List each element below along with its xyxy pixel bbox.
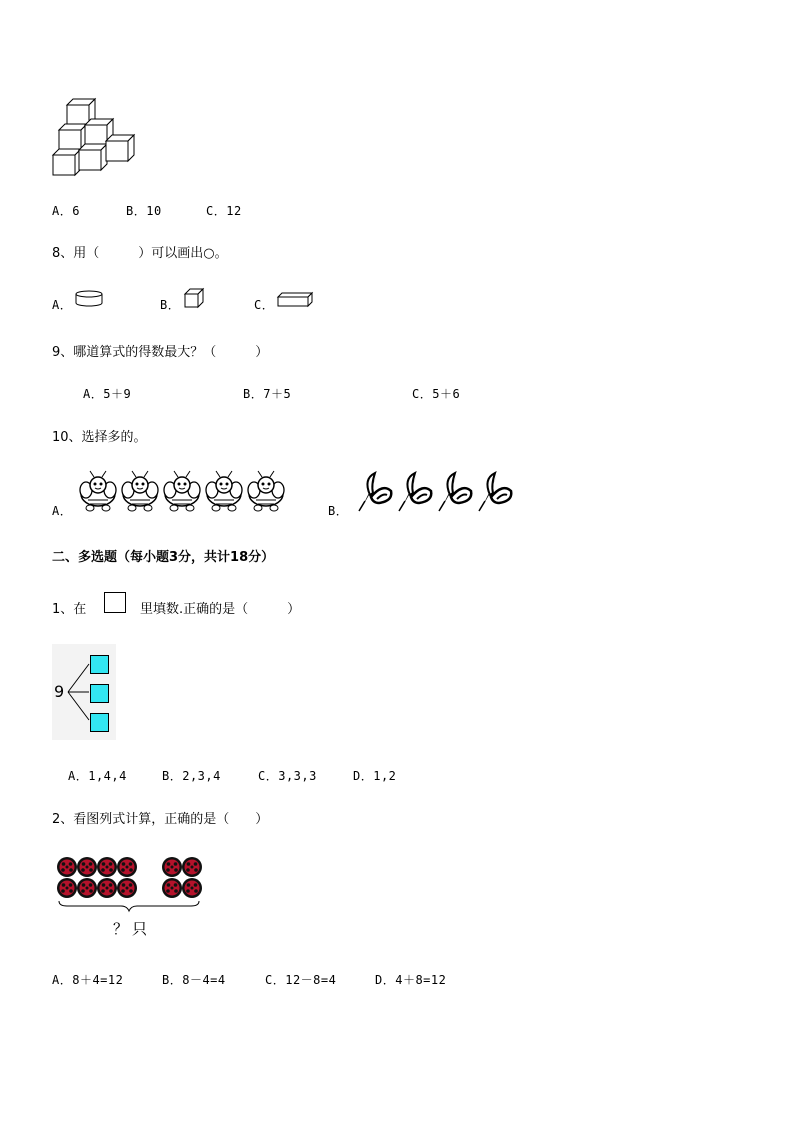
q7-option-a[interactable]: A．6 — [52, 204, 80, 218]
section-2-heading: 二、多选题（每小题3分，共计18分） — [52, 550, 275, 565]
answer-box-1[interactable] — [90, 655, 109, 674]
m2-option-b[interactable]: B．8－4=4 — [162, 973, 226, 987]
m1-option-b[interactable]: B．2,3,4 — [162, 769, 221, 783]
q10-option-a[interactable]: A． — [52, 504, 73, 518]
m2-caption: ？只 — [113, 920, 152, 938]
cube-stack-figure — [50, 92, 140, 182]
q7-option-b[interactable]: B．10 — [126, 204, 162, 218]
m2-option-d[interactable]: D．4＋8=12 — [375, 973, 447, 987]
cuboid-icon — [276, 292, 314, 308]
q8-stem: 8、用（ ）可以画出○。 — [52, 246, 228, 261]
m1-option-d[interactable]: D．1,2 — [353, 769, 397, 783]
m1-option-c[interactable]: C．3,3,3 — [258, 769, 317, 783]
m1-option-a[interactable]: A．1,4,4 — [68, 769, 127, 783]
q9-stem: 9、哪道算式的得数最大？（ ） — [52, 345, 269, 360]
q7-option-c[interactable]: C．12 — [206, 204, 242, 218]
m1-stem-after: 里填数.正确的是（ ） — [140, 602, 301, 617]
q10-stem: 10、选择多的。 — [52, 430, 147, 445]
butterflies-figure — [355, 469, 521, 513]
ladybugs-figure — [55, 854, 207, 912]
cylinder-icon — [74, 290, 104, 308]
q10-option-b[interactable]: B． — [328, 504, 349, 518]
q8-option-b[interactable]: B． — [160, 298, 181, 312]
cube-icon — [183, 288, 205, 308]
q8-option-a[interactable]: A． — [52, 298, 73, 312]
bees-figure — [77, 468, 287, 516]
answer-box-3[interactable] — [90, 713, 109, 732]
m1-decomposition-figure — [52, 644, 116, 740]
m2-option-c[interactable]: C．12－8=4 — [265, 973, 337, 987]
m1-inline-box — [104, 592, 126, 613]
q9-option-c[interactable]: C．5＋6 — [412, 387, 461, 401]
answer-box-2[interactable] — [90, 684, 109, 703]
q9-option-b[interactable]: B．7＋5 — [243, 387, 292, 401]
m1-stem-before: 1、在 — [52, 602, 87, 617]
q8-option-c[interactable]: C． — [254, 298, 275, 312]
m1-number-9: 9 — [54, 682, 65, 701]
m2-option-a[interactable]: A．8＋4=12 — [52, 973, 124, 987]
q9-option-a[interactable]: A．5＋9 — [83, 387, 132, 401]
m2-stem: 2、看图列式计算，正确的是（ ） — [52, 812, 269, 827]
